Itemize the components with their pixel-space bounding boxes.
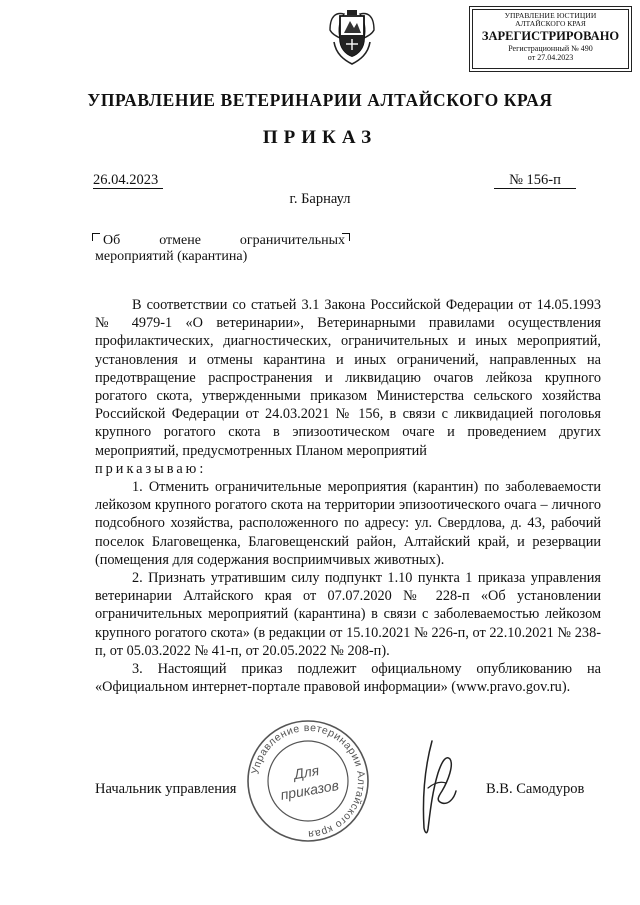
order-subject-line2: мероприятий (карантина): [95, 249, 248, 264]
signatory-name: В.В. Самодуров: [486, 781, 585, 797]
subject-word: ограничительных: [239, 233, 345, 248]
signatory-position: Начальник управления: [95, 781, 237, 797]
order-item-2: 2. Признать утратившим силу подпункт 1.10 пункта 1 приказа управления ветеринарии Алтайского края от 07.07.2020 № 228-п «Об установлении ограничительных мероприятий (карантина) в связи с заболеваемостью лейкозом крупного рогатого скота» (в редакции от 15.10.2021 № 226-п, от 22.10.2021 № 238-п, от 05.03.2022 № 41-п, от 20.05.2022 № 208-п).: [95, 570, 601, 659]
seal-center-line1: Для: [292, 762, 321, 783]
order-number: № 156-п: [494, 172, 576, 189]
official-seal: [244, 717, 372, 845]
registration-date: от 27.04.2023: [527, 53, 574, 62]
order-body: [95, 296, 601, 696]
registration-authority-line2: АЛТАЙСКОГО КРАЯ: [515, 19, 586, 28]
seal-ring-text: Управление ветеринарии Алтайского края: [249, 721, 368, 841]
order-city: г. Барнаул: [289, 191, 351, 207]
order-subject: [95, 233, 345, 265]
registration-authority-line1: УПРАВЛЕНИЕ ЮСТИЦИИ: [504, 11, 597, 20]
order-item-1: 1. Отменить ограничительные мероприятия (карантин) по заболеваемости лейкозом крупного рогатого скота на территории эпизоотического очага – личного подсобного хозяйства, расположенного по адресу: ул. Свердлова, д. 43, рабочий поселок Благовещенка, Благовещенский район, Алтайский край, и резервации (помещения для содержания восприимчивых животных).: [95, 479, 601, 568]
registration-status: ЗАРЕГИСТРИРОВАНО: [481, 29, 620, 43]
order-subject-line1: [95, 233, 345, 249]
seal-center-line2: приказов: [279, 776, 340, 803]
document-type-title: ПРИКАЗ: [262, 127, 378, 148]
order-command-paragraph: [95, 460, 601, 478]
registration-number: Регистрационный № 490: [508, 44, 593, 53]
order-item-3: 3. Настоящий приказ подлежит официальному опубликованию на «Официальном интернет-портале правовой информации» (www.pravo.gov.ru).: [95, 661, 601, 696]
handwritten-signature-icon: [412, 733, 472, 843]
coat-of-arms-icon: [326, 8, 378, 68]
subject-word: отмене: [159, 233, 201, 248]
order-date: 26.04.2023: [93, 172, 163, 189]
registration-stamp-inner: [472, 9, 629, 69]
organization-title: УПРАВЛЕНИЕ ВЕТЕРИНАРИИ АЛТАЙСКОГО КРАЯ: [87, 90, 553, 110]
preamble-paragraph: В соответствии со статьей 3.1 Закона Российской Федерации от 14.05.1993 № 4979-1 «О ветеринарии», Ветеринарными правилами осуществления профилактических, диагностических, ограничительных и иных мероприятий, установления и отмены карантина и иных ограничений, направленных на предотвращение распространения и ликвидацию очагов лейкоза крупного рогатого скота, утвержденными приказом Министерства сельского хозяйства Российской Федерации от 24.03.2021 № 156, в связи с ликвидацией поголовья крупного рогатого скота в эпизоотическом очаге и проведением других мероприятий, предусмотренных Планом мероприятий: [95, 297, 601, 459]
registration-stamp: [469, 6, 632, 72]
order-command-word: приказываю:: [95, 460, 207, 477]
subject-word: Об: [103, 233, 121, 248]
